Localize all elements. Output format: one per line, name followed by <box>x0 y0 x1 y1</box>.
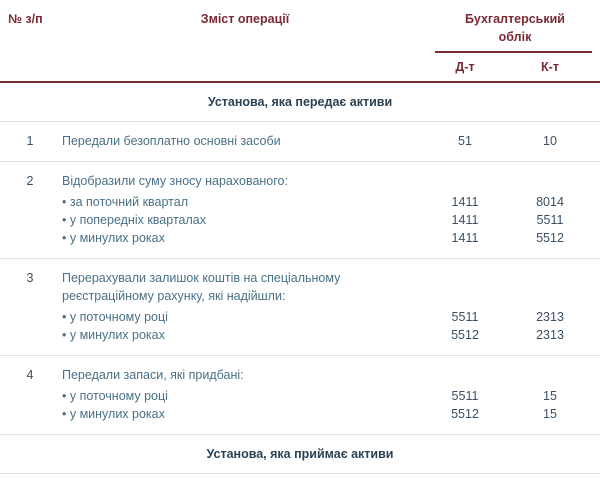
operation-text: Передали безоплатно основні засоби <box>62 134 281 148</box>
credit-value <box>500 287 600 305</box>
sub-item-line <box>0 326 600 344</box>
credit-value: 15 <box>543 407 557 421</box>
col-header-credit: К-т <box>541 60 559 74</box>
col-header-content: Зміст операції <box>200 12 290 26</box>
operation-text: реєстраційному рахунку, які надійшли: <box>62 289 286 303</box>
row-line <box>0 132 600 150</box>
sub-header-row <box>430 58 600 76</box>
debit-value: 1411 <box>451 213 479 227</box>
credit-value <box>500 366 600 384</box>
debit-value <box>430 172 500 190</box>
sub-item-line <box>0 211 600 229</box>
row-number: 2 <box>26 174 34 188</box>
group-underline <box>435 51 592 53</box>
debit-value: 5511 <box>451 310 479 324</box>
col-group-accounting <box>430 10 600 76</box>
row-number: 4 <box>26 368 34 382</box>
sub-item-line <box>0 229 600 247</box>
sub-item-label: • за поточний квартал <box>62 195 188 209</box>
debit-value: 5511 <box>451 389 479 403</box>
credit-value: 15 <box>543 389 557 403</box>
credit-value <box>500 172 600 190</box>
table-body <box>0 83 600 474</box>
operation-text: Перерахували залишок коштів на спеціальному <box>62 271 341 285</box>
row-number: 1 <box>26 134 34 148</box>
table-row <box>0 259 600 356</box>
debit-value: 1411 <box>451 231 479 245</box>
sub-item-label: • у поточному році <box>62 389 168 403</box>
credit-value: 2313 <box>536 328 564 342</box>
credit-value <box>500 269 600 287</box>
col-header-accounting-group: Бухгалтерський облік <box>465 12 565 44</box>
credit-value: 5512 <box>536 231 564 245</box>
debit-value: 5512 <box>451 407 479 421</box>
operation-text: Відобразили суму зносу нарахованого: <box>62 174 288 188</box>
row-line <box>0 366 600 384</box>
sub-item-label: • у попередніх кварталах <box>62 213 206 227</box>
sub-item-label: • у минулих роках <box>62 231 165 245</box>
table-row <box>0 356 600 435</box>
row-number <box>0 193 60 211</box>
row-number <box>0 326 60 344</box>
row-number <box>0 287 60 305</box>
row-line <box>0 172 600 190</box>
row-number <box>0 308 60 326</box>
table-row <box>0 162 600 259</box>
table-row <box>0 122 600 162</box>
credit-value: 2313 <box>536 310 564 324</box>
section-title: Установа, яка передає активи <box>0 83 600 122</box>
row-number: 3 <box>26 271 34 285</box>
credit-value: 10 <box>543 134 557 148</box>
row-number <box>0 229 60 247</box>
credit-value: 5511 <box>536 213 564 227</box>
debit-value: 1411 <box>451 195 479 209</box>
debit-value <box>430 269 500 287</box>
row-line <box>0 287 600 305</box>
row-number <box>0 405 60 423</box>
row-number <box>0 387 60 405</box>
sub-item-line <box>0 387 600 405</box>
debit-value <box>430 287 500 305</box>
sub-item-line <box>0 405 600 423</box>
row-number <box>0 211 60 229</box>
col-header-debit: Д-т <box>455 60 475 74</box>
sub-item-label: • у поточному році <box>62 310 168 324</box>
debit-value <box>430 366 500 384</box>
col-header-num: № з/п <box>8 12 43 26</box>
sub-item-label: • у минулих роках <box>62 407 165 421</box>
sub-item-line <box>0 308 600 326</box>
operation-text: Передали запаси, які придбані: <box>62 368 244 382</box>
row-line <box>0 269 600 287</box>
debit-value: 5512 <box>451 328 479 342</box>
debit-value: 51 <box>458 134 472 148</box>
credit-value: 8014 <box>536 195 564 209</box>
table-header <box>0 0 600 83</box>
sub-item-label: • у минулих роках <box>62 328 165 342</box>
sub-item-line <box>0 193 600 211</box>
section-title: Установа, яка приймає активи <box>0 435 600 474</box>
